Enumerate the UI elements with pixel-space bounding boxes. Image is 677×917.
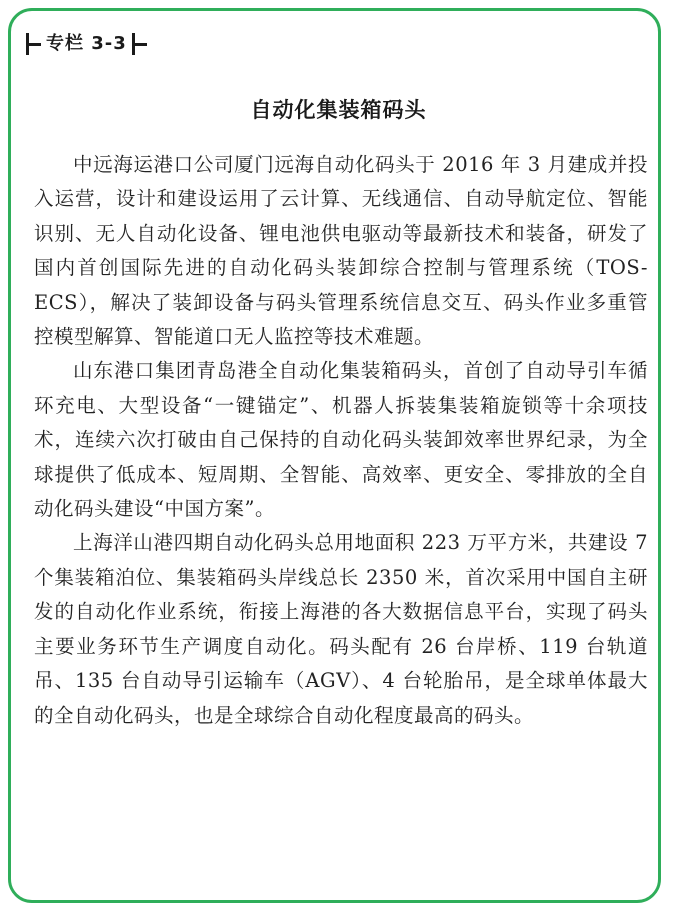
- tag-right-dash: [135, 43, 147, 46]
- tag-left-dash: [29, 43, 41, 46]
- column-tag-label: 专栏 3-3: [46, 33, 127, 54]
- paragraph-yangshan: 上海洋山港四期自动化码头总用地面积 223 万平方米，共建设 7 个集装箱泊位、集装箱码头岸线总长 2350 米，首次采用中国自主研发的自动化作业系统，衔接上海港的各大数据信息平台，实现了码头主要业务环节生产调度自动化。码头配有 26 台岸桥、119 台轨道吊、135 台自动导引运输车（AGV）、4 台轮胎吊，是全球单体最大的全自动化码头，也是全球综合自动化程度最高的码头。: [34, 531, 648, 727]
- paragraph-qingdao: 山东港口集团青岛港全自动化集装箱码头，首创了自动导引车循环充电、大型设备“一键锚定”、机器人拆装集装箱旋锁等十余项技术，连续六次打破由自己保持的自动化码头装卸效率世界纪录，为全球提供了低成本、短周期、全智能、高效率、更安全、零排放的全自动化码头建设“中国方案”。: [34, 359, 648, 521]
- article-body: [34, 148, 648, 733]
- paragraph-xiamen: 中远海运港口公司厦门远海自动化码头于 2016 年 3 月建成并投入运营，设计和建设运用了云计算、无线通信、自动导航定位、智能识别、无人自动化设备、锂电池供电驱动等最新技术和装备，研发了国内首创国际先进的自动化码头装卸综合控制与管理系统（TOS-ECS），解决了装卸设备与码头管理系统信息交互、码头作业多重管控模型解算、智能道口无人监控等技术难题。: [34, 153, 648, 349]
- column-tag: [26, 32, 147, 56]
- article-title: 自动化集装箱码头: [250, 98, 427, 122]
